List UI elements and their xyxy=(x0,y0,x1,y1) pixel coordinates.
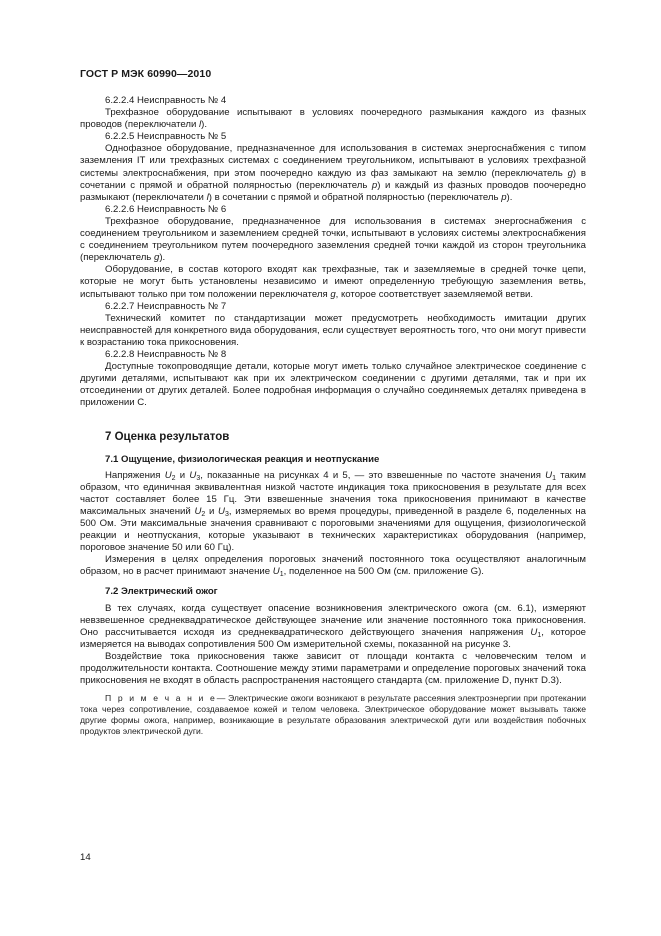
clause-6-2-2-6-text: Трехфазное оборудование, предназначенное для использования в системах энергоснабжения с соединением треугольником и заземлением средней точки, испытывают в условиях системы электроснабжения с соединением треугольником путем поочередного заземления средней точки каждой из сторон треугольника (переключатель g). xyxy=(80,215,586,264)
document-header: ГОСТ Р МЭК 60990—2010 xyxy=(80,68,212,80)
note-text: — Электрические ожоги возникают в результате рассеяния электроэнергии при протекании тока через сопротивление, создаваемое кожей и телом человека. Электрическое оборудование может вызывать также другие формы ожога, например, возникающие в результате образования электрической дуги или воздействия побочных продуктов электрической дуги. xyxy=(80,693,587,737)
clause-7-1-text-2: Измерения в целях определения пороговых значений постоянного тока осуществляют аналогичным образом, но в расчет принимают значение $U_1$, поделенное на 500 Ом (см. приложение G). xyxy=(80,554,586,579)
clause-7-2-text-2: Воздействие тока прикосновения также зависит от площади контакта с человеческим телом и продолжительности контакта. Соотношение между этими параметрами и определение пороговых значений тока прикосновения не входят в область распространения настоящего стандарта (см. приложение D, пункт D.3). xyxy=(80,650,586,687)
clause-7-1-heading: 7.1 Ощущение, физиологическая реакция и неотпускание xyxy=(105,453,380,465)
note xyxy=(80,693,586,737)
clause-6-2-2-6-text-2: Оборудование, в состав которого входят как трехфазные, так и заземляемые в средней точке цепи, которые не могут быть установлены независимо и имеют определенную требующую заземления ветвь, испытывают только при том положении переключателя g, которое соответствует заземляемой ветви. xyxy=(80,264,586,300)
clause-6-2-2-7-title: 6.2.2.7 Неисправность № 7 xyxy=(105,300,227,312)
section-7-heading: 7 Оценка результатов xyxy=(105,431,230,444)
page-number: 14 xyxy=(80,852,91,863)
clause-7-1-text: Напряжения $U_2$ и $U_3$, показанные на рисунках 4 и 5, — это взвешенные по частоте значения $U_1$ таким образом, что единичная эквивалентная низкой частоте индикация тока прикосновения в результате для всех частот составляет более 15 Гц. Эти взвешенные значения тока прикосновения принимают в качестве максимальных значений $U_2$ и $U_3$, измеряемых во время процедуры, приведенной в разделе 6, поделенных на 500 Ом. Эти максимальные значения сравнивают с пороговыми значениями для ощущения, физиологической реакции и неотпускания, которые указывают в технических характеристиках оборудования (например, пороговое значение 50 или 60 Гц). xyxy=(80,469,586,554)
clause-6-2-2-4-text: Трехфазное оборудование испытывают в условиях поочередного размыкания каждого из фазных проводов (переключатели l). xyxy=(80,107,586,131)
clause-7-2-text: В тех случаях, когда существует опасение возникновения электрического ожога (см. 6.1), измеряют невзвешенное среднеквадратическое действующее значение или значение постоянного тока прикосновения. Оно рассчитывается исходя из среднеквадратического действующего значения напряжения $U_1$, которое измеряется на выводах сопротивления 500 Ом измерительной схемы, показанной на рисунке 3. xyxy=(80,602,586,650)
clause-6-2-2-8-title: 6.2.2.8 Неисправность № 8 xyxy=(105,348,227,360)
page-body xyxy=(80,95,586,737)
clause-6-2-2-5-title: 6.2.2.5 Неисправность № 5 xyxy=(105,131,227,143)
clause-6-2-2-4-title: 6.2.2.4 Неисправность № 4 xyxy=(105,95,227,106)
clause-6-2-2-8-text: Доступные токопроводящие детали, которые могут иметь только случайное электрическое соединение с другими деталями, испытывают как при их электрическом соединении с другими деталями, так и при их отсоединении от других деталей. Более подробная информация о случайно соединяемых деталях приведена в приложении С. xyxy=(80,361,586,409)
clause-7-2-heading: 7.2 Электрический ожог xyxy=(105,586,218,598)
note-lead: П р и м е ч а н и е xyxy=(105,693,217,704)
clause-6-2-2-5-text: Однофазное оборудование, предназначенное для использования в системах энергоснабжения с типом заземления IT или трехфазных системах с соединением треугольником, испытывают в условиях трехфазной системы электроснабжения, при этом поочередно каждую из фаз замыкают на землю (переключатель g) в сочетании с прямой и обратной полярностью (переключатель p) и каждый из фазных проводов поочередно размыкают (переключатели l) в сочетании с прямой и обратной полярностью (переключатель p). xyxy=(80,143,586,203)
clause-6-2-2-7-text: Технический комитет по стандартизации может предусмотреть необходимость имитации других неисправностей для конкретного вида оборудования, если существует вероятность того, что они могут привести к возрастанию тока прикосновения. xyxy=(80,312,586,348)
clause-6-2-2-6-title: 6.2.2.6 Неисправность № 6 xyxy=(105,203,227,215)
